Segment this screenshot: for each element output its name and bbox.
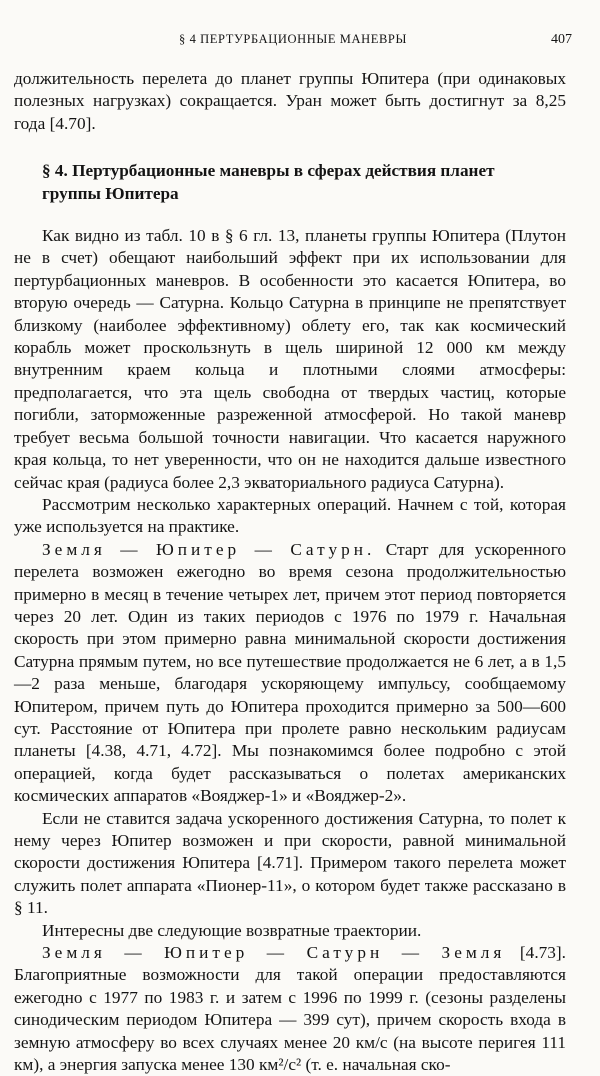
page-body [14,68,566,1076]
page-header [14,32,572,52]
paragraph-text: Старт для ускоренного перелета возможен ежегодно во время сезона продолжительностью примерно в месяц в течение четырех лет, причем этот период повторяется через 20 лет. Один из таких периодов с 1976 по 1979 г. Начальная скорость при этом примерно равна минимальной скорости достижения Сатурна прямым путем, но все путешествие продолжается не 6 лет, а в 1,5—2 раза меньше, благодаря ускоряющему импульсу, сообщаемому Юпитером, причем путь до Юпитера проходится примерно за 500—600 сут. Расстояние от Юпитера при пролете равно нескольким радиусам планеты [4.38, 4.71, 4.72]. Мы познакомимся более подробно с этой операцией, когда будет рассказываться о полетах американских космических аппаратов «Вояджер-1» и «Вояджер-2». [14,539,566,806]
paragraph-continuation: должительность перелета до планет группы Юпитера (при одинаковых полезных нагрузках) сокращается. Уран может быть достигнут за 8,25 года [4.70]. [14,69,566,133]
spaced-lead: Земля — Юпитер — Сатурн — Земля [42,943,506,963]
running-title: § 4 ПЕРТУРБАЦИОННЫЕ МАНЕВРЫ [179,32,407,46]
section-heading: § 4. Пертурбационные маневры в сферах действия планет группы Юпитера [42,161,495,203]
page-number: 407 [551,32,572,47]
spaced-lead: Земля — Юпитер — Сатурн. [42,539,376,559]
paragraph: Рассмотрим несколько характерных операций. Начнем с той, которая уже используется на практике. [14,494,566,537]
paragraph [14,942,566,1076]
paragraph: Как видно из табл. 10 в § 6 гл. 13, планеты группы Юпитера (Плутон не в счет) обещают наибольший эффект при их использовании для пертурбационных маневров. В особенности это касается Юпитера, во вторую очередь — Сатурна. Кольцо Сатурна в принципе не препятствует близкому (наиболее эффективному) облету его, так как космический корабль может проскользнуть в щель шириной 12 000 км между внутренним краем кольца и плотными слоями атмосферы: предполагается, что эта щель свободна от твердых частиц, которые погибли, заторможенные разреженной атмосферой. Но такой маневр требует весьма большой точности навигации. Что касается наружного края кольца, то нет уверенности, что он не находится дальше известного сейчас края (радиуса более 2,3 экваториального радиуса Сатурна). [14,226,566,492]
paragraph [14,539,566,808]
paragraph: Интересны две следующие возвратные траектории. [42,920,422,940]
paragraph: Если не ставится задача ускоренного достижения Сатурна, то полет к нему через Юпитер возможен и при скорости, равной минимальной скорости достижения Юпитера [4.71]. Примером такого перелета может служить полет аппарата «Пионер-11», о котором будет также рассказано в § 11. [14,808,566,918]
paragraph-text: [4.73]. Благоприятные возможности для такой операции предоставляются ежегодно с 1977 по 1983 г. и затем с 1996 по 1999 г. (сезоны разделены синодическим периодом Юпитера — 399 сут), причем скорость входа в земную атмосферу во всех случаях менее 20 км/с (на высоте перигея 111 км), а энергия запуска менее 130 км²/с² (т. е. начальная ско- [14,943,566,1075]
